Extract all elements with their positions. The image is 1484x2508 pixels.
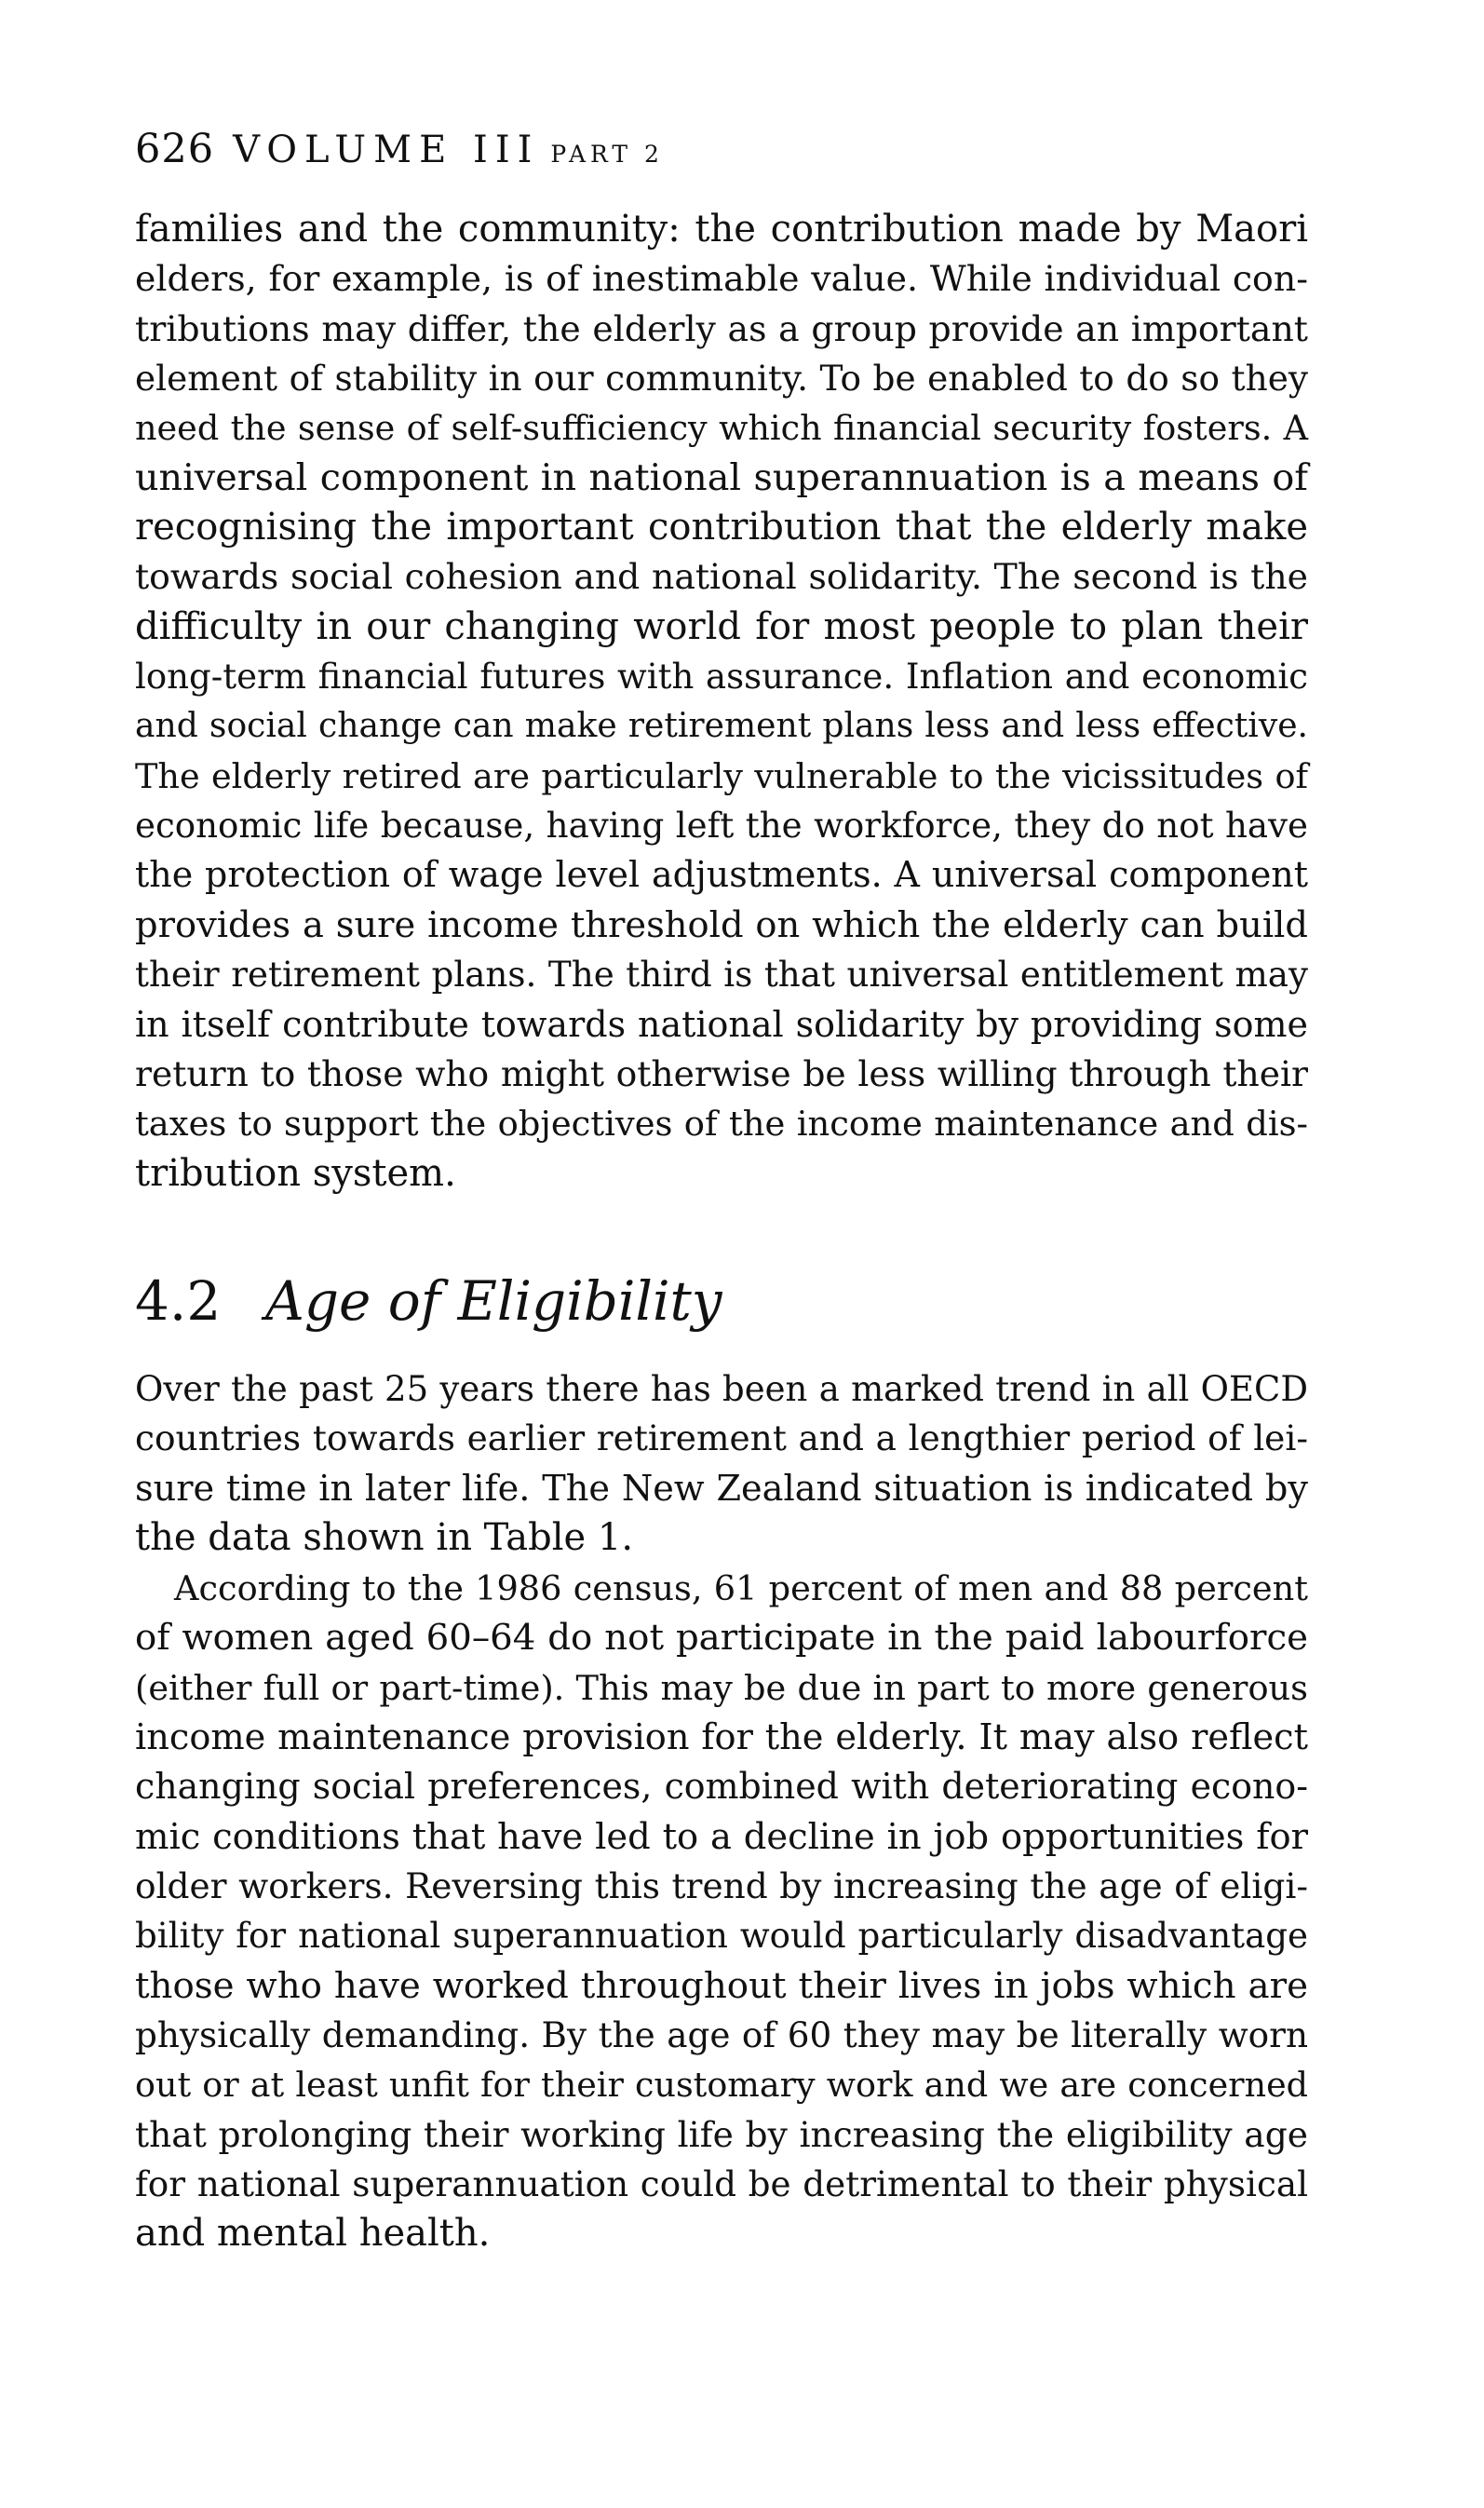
text-line: mic conditions that have led to a decline in job opportunities for	[135, 1815, 1308, 1858]
text-line: and mental health.	[135, 2212, 491, 2256]
text-line: the data shown in Table 1.	[135, 1516, 634, 1560]
text-line: universal component in national superannuation is a means of	[135, 455, 1308, 499]
paragraph-intro	[135, 1364, 1308, 1563]
text-line: The elderly retired are particularly vulnerable to the vicissitudes of	[135, 755, 1308, 796]
text-line: element of stability in our community. To be enabled to do so they	[135, 358, 1308, 400]
text-line: sure time in later life. The New Zealand situation is indicated by	[135, 1467, 1308, 1510]
part-label: PART 2	[550, 141, 664, 168]
text-line: families and the community: the contribution made by Maori	[135, 208, 1308, 251]
text-line: physically demanding. By the age of 60 they may be literally worn	[135, 2014, 1308, 2056]
text-line: out or at least unfit for their customary work and we are concerned	[135, 2065, 1308, 2106]
running-head	[135, 121, 1308, 177]
section-number: 4.2	[135, 1269, 222, 1333]
text-line: elders, for example, is of inestimable value. While individual con-	[135, 258, 1308, 300]
text-line: taxes to support the objectives of the income maintenance and dis-	[135, 1104, 1308, 1145]
text-line: return to those who might otherwise be less willing through their	[135, 1052, 1308, 1094]
text-line: in itself contribute towards national solidarity by providing some	[135, 1003, 1308, 1045]
section-title: Age of Eligibility	[265, 1269, 722, 1333]
text-line: those who have worked throughout their lives in jobs which are	[135, 1964, 1308, 2007]
text-line: economic life because, having left the workforce, they do not have	[135, 806, 1308, 847]
text-line: changing social preferences, combined with deteriorating econo-	[135, 1766, 1308, 1808]
section-heading	[135, 1259, 1066, 1343]
text-line: need the sense of self-sufficiency which financial security fosters. A	[135, 408, 1308, 449]
text-line: income maintenance provision for the elderly. It may also reflect	[135, 1716, 1308, 1759]
text-line: their retirement plans. The third is that universal entitlement may	[135, 954, 1308, 996]
page-number: 626	[135, 126, 215, 172]
text-line: the protection of wage level adjustments. A universal component	[135, 854, 1308, 896]
text-line: tribution system.	[135, 1151, 456, 1195]
text-line: long-term financial futures with assurance. Inflation and economic	[135, 657, 1308, 698]
text-line: recognising the important contribution that the elderly make	[135, 506, 1308, 549]
text-line: countries towards earlier retirement and a lengthier period of lei-	[135, 1417, 1308, 1459]
text-line: that prolonging their working life by increasing the eligibility age	[135, 2113, 1308, 2155]
text-line: (either full or part-time). This may be due in part to more generous	[135, 1667, 1308, 1708]
text-line: and social change can make retirement plans less and less effective.	[135, 706, 1308, 746]
paragraph-census	[135, 1564, 1308, 2259]
text-line: Over the past 25 years there has been a marked trend in all OECD	[135, 1369, 1308, 1409]
text-line: tributions may differ, the elderly as a group provide an important	[135, 307, 1308, 349]
text-line: towards social cohesion and national solidarity. The second is the	[135, 556, 1308, 598]
volume-label: VOLUME III	[233, 129, 540, 171]
text-line: According to the 1986 census, 61 percent of men and 88 percent	[174, 1568, 1308, 1608]
text-line: older workers. Reversing this trend by increasing the age of eligi-	[135, 1865, 1308, 1907]
text-line: provides a sure income threshold on which the elderly can build	[135, 903, 1308, 946]
text-line: difficulty in our changing world for most people to plan their	[135, 604, 1308, 648]
text-line: of women aged 60–64 do not participate in the paid labourforce	[135, 1617, 1308, 1660]
text-line: bility for national superannuation would particularly disadvantage	[135, 1916, 1308, 1957]
text-line: for national superannuation could be detrimental to their physical	[135, 2163, 1308, 2205]
paragraph-continued	[135, 205, 1308, 1199]
